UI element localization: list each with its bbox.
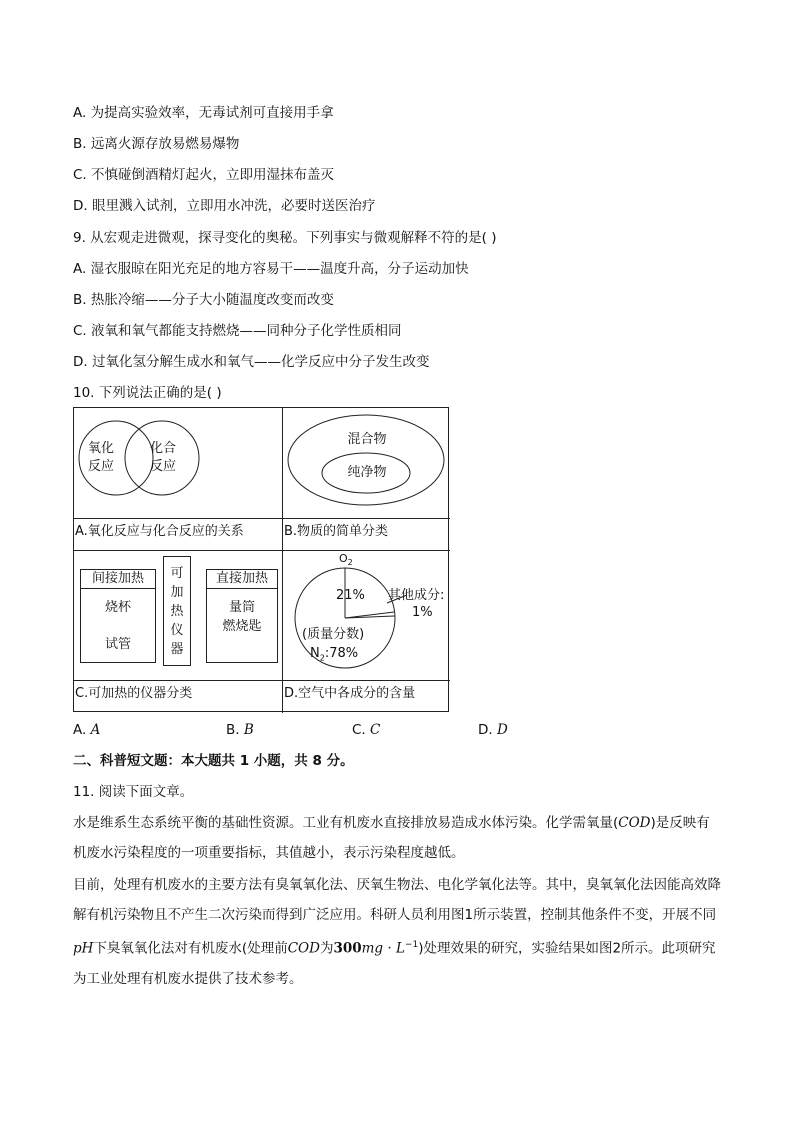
table-divider [74, 518, 450, 519]
q10-figure-table [73, 407, 449, 712]
direct-item-2: 燃烧匙 [222, 619, 262, 634]
venn-left-label-1: 氧化 [87, 441, 114, 456]
q10-option-a: A. A [73, 722, 101, 738]
q9-option-d: D. 过氧化氢分解生成水和氧气——化学反应中分子发生改变 [73, 354, 430, 370]
middle-char-5: 器 [170, 642, 184, 657]
o2-label: $O_2$ [339, 552, 353, 568]
outer-label: 混合物 [347, 432, 387, 447]
middle-char-4: 仪 [170, 623, 184, 638]
q8-option-d: D. 眼里溅入试剂，立即用水冲洗，必要时送医治疗 [73, 198, 376, 214]
outer-ellipse [288, 415, 444, 505]
middle-char-1: 可 [170, 566, 184, 581]
venn-circle-left [79, 421, 153, 495]
direct-heating-header: 直接加热 [215, 571, 268, 586]
q8-option-b: B. 远离火源存放易燃易爆物 [73, 136, 240, 152]
q10-option-d: D. D [478, 722, 508, 738]
q11-stem: 11. 阅读下面文章。 [73, 784, 194, 800]
q8-option-a: A. 为提高实验效率，无毒试剂可直接用手拿 [73, 105, 334, 121]
q8-option-c: C. 不慎碰倒酒精灯起火，立即用湿抹布盖灭 [73, 167, 335, 183]
fig-d-caption: D.空气中各成分的含量 [284, 686, 416, 701]
q11-paragraph-2: 目前，处理有机废水的主要方法有臭氧氧化法、厌氧生物法、电化学氧化法等。其中，臭氧氧化法因能高效降解有机污染物且不产生二次污染而得到广泛应用。科研人员利用图1所示装置，控制其他条件不变，开展不同pH下臭氧氧化法对有机废水(处理前COD为$300mg \cdot L^{-1}$)处理效果的研究，实验结果如图2所示。此项研究为工业处理有机废水提供了技术参考。 [73, 877, 721, 987]
q9-option-a: A. 湿衣服晾在阳光充足的地方容易干——温度升高，分子运动加快 [73, 261, 469, 277]
fig-c-caption: C.可加热的仪器分类 [75, 686, 193, 701]
other-value: 1% [412, 605, 433, 620]
q10-option-c: C. C [352, 722, 381, 738]
q10-option-b: B. B [226, 722, 254, 738]
n2-label: $N_2:78\%$ [310, 646, 359, 663]
q9-stem: 9. 从宏观走进微观，探寻变化的奥秘。下列事实与微观解释不符的是( ) [73, 230, 497, 246]
mass-fraction-label: (质量分数) [302, 627, 365, 642]
indirect-item-1: 烧杯 [104, 600, 131, 615]
other-label: 其他成分: [388, 588, 445, 603]
direct-item-1: 量筒 [228, 600, 255, 615]
classification-diagram [283, 408, 450, 518]
q9-option-b: B. 热胀冷缩——分子大小随温度改变而改变 [73, 292, 334, 308]
venn-right-label-2: 反应 [149, 459, 176, 474]
indirect-heating-header: 间接加热 [91, 571, 144, 586]
q11-paragraph-1: 水是维系生态系统平衡的基础性资源。工业有机废水直接排放易造成水体污染。化学需氧量(COD)是反映有机废水污染程度的一项重要指标，其值越小，表示污染程度越低。 [73, 815, 710, 861]
middle-char-3: 热 [170, 604, 184, 619]
venn-right-label-1: 化合 [149, 441, 176, 456]
q9-option-c: C. 液氧和氧气都能支持燃烧——同种分子化学性质相同 [73, 323, 402, 339]
section-heading: 二、科普短文题：本大题共 1 小题，共 8 分。 [73, 753, 354, 769]
middle-char-2: 加 [170, 585, 184, 600]
fig-a-caption: A.氧化反应与化合反应的关系 [75, 524, 244, 539]
q10-stem: 10. 下列说法正确的是( ) [73, 385, 222, 401]
table-divider [74, 680, 450, 681]
inner-label: 纯净物 [347, 465, 387, 480]
fig-b-caption: B.物质的简单分类 [284, 524, 389, 539]
venn-left-label-2: 反应 [87, 459, 114, 474]
venn-circle-right [125, 421, 199, 495]
o2-value: 21% [336, 588, 365, 603]
indirect-item-2: 试管 [104, 637, 131, 652]
